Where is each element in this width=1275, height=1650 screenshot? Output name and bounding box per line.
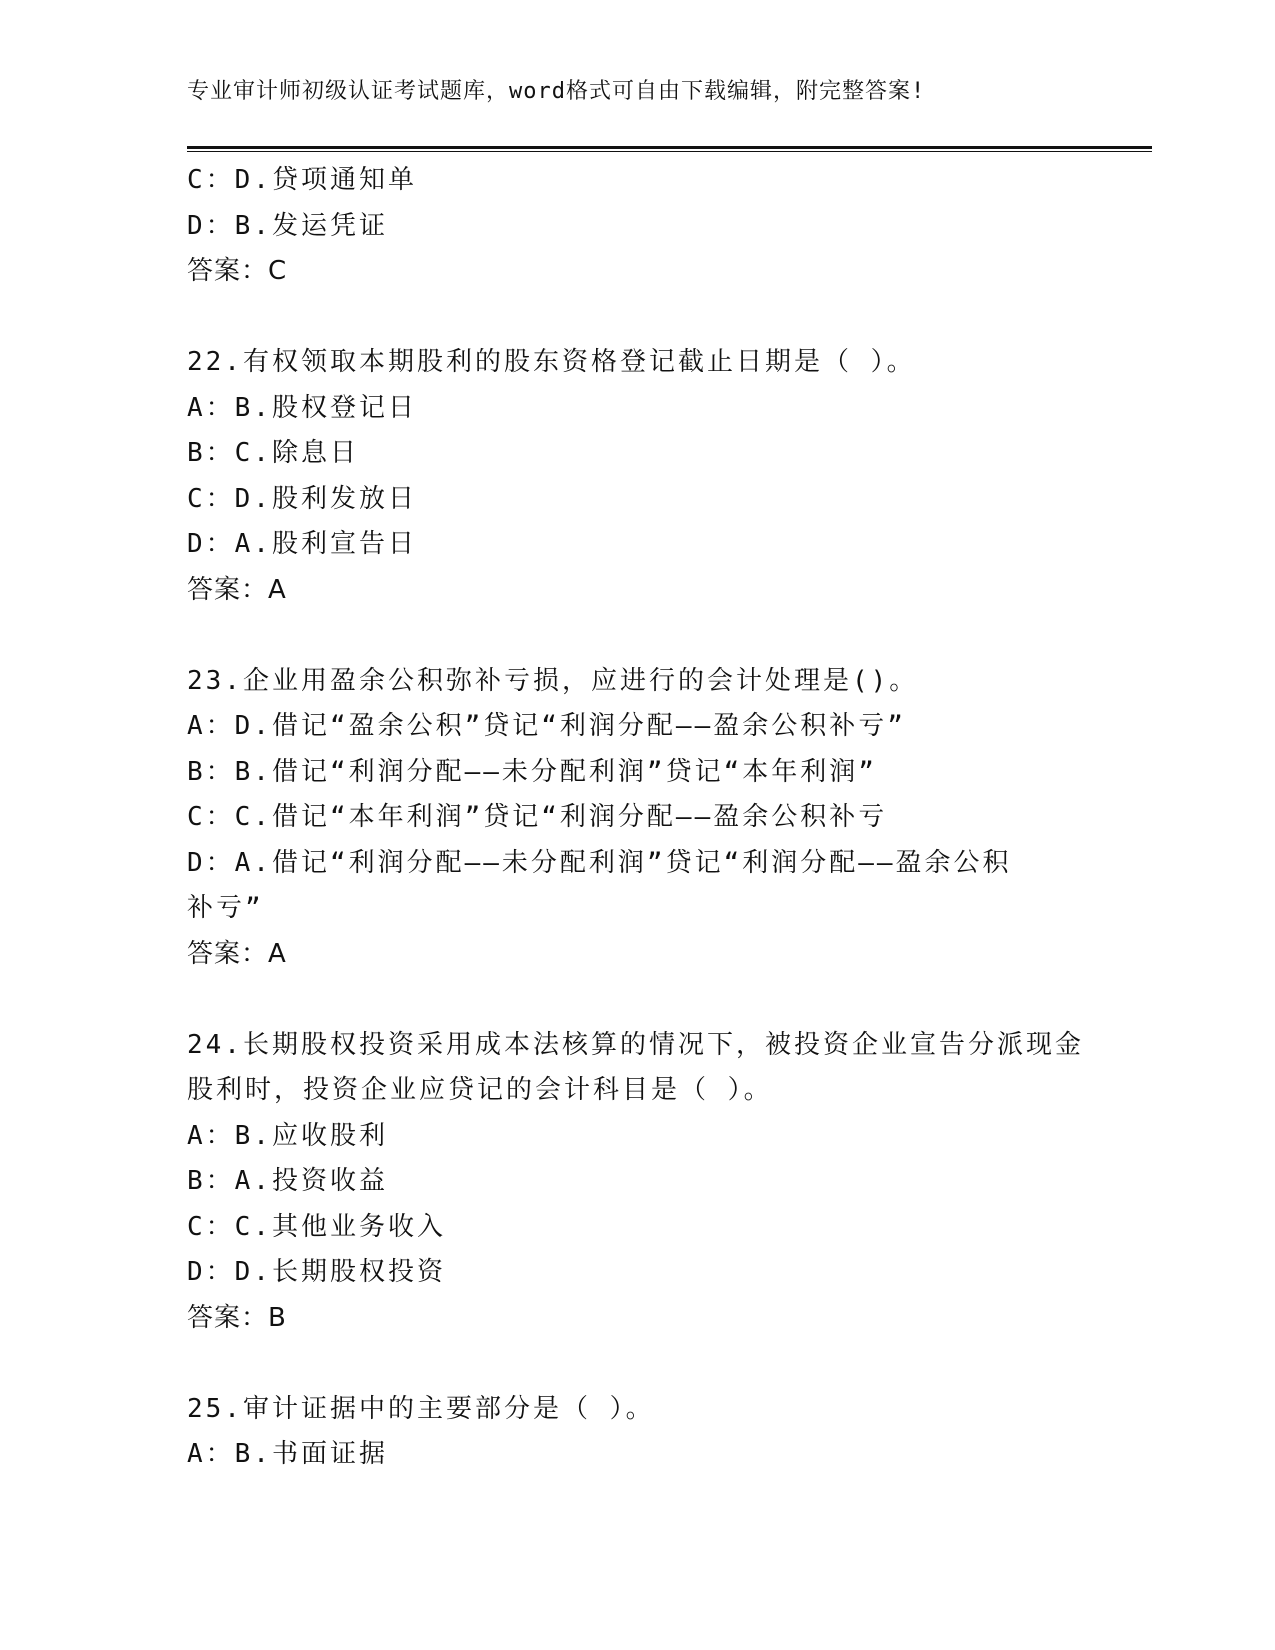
spacer <box>187 1341 1087 1387</box>
header-rule-thick <box>187 146 1152 149</box>
answer: 答案：A <box>187 574 287 605</box>
document-body <box>187 158 1087 1478</box>
spacer <box>187 977 1087 1023</box>
option-c: C：D.贷项通知单 <box>187 165 417 195</box>
header-rule-thin <box>187 151 1152 152</box>
option-c: C：C.其他业务收入 <box>187 1211 446 1242</box>
option-a: A：B.股权登记日 <box>187 392 417 423</box>
question-stem: 24.长期股权投资采用成本法核算的情况下，被投资企业宣告分派现金 <box>187 1029 1084 1060</box>
option-d: D：A.借记“利润分配——未分配利润”贷记“利润分配——盈余公积 <box>187 847 1012 878</box>
option-d: D：B.发运凭证 <box>187 210 388 241</box>
option-c: C：D.股利发放日 <box>187 483 417 514</box>
option-d: D：D.长期股权投资 <box>187 1257 446 1287</box>
question-24 <box>187 1023 1087 1342</box>
page-header: 专业审计师初级认证考试题库，word格式可自由下载编辑，附完整答案! <box>187 79 926 104</box>
answer: 答案：A <box>187 938 287 969</box>
option-b: B：B.借记“利润分配——未分配利润”贷记“本年利润” <box>187 756 877 787</box>
option-c: C：C.借记“本年利润”贷记“利润分配——盈余公积补亏 <box>187 802 888 832</box>
question-stem: 23.企业用盈余公积弥补亏损，应进行的会计处理是()。 <box>187 665 919 696</box>
question-25 <box>187 1387 1087 1478</box>
question-22 <box>187 340 1087 613</box>
answer: 答案：C <box>187 256 288 286</box>
question-21-continuation <box>187 158 1087 295</box>
option-b: B：C.除息日 <box>187 438 359 468</box>
question-stem-continuation: 股利时，投资企业应贷记的会计科目是（ ）。 <box>187 1075 773 1105</box>
question-stem: 25.审计证据中的主要部分是（ ）。 <box>187 1393 655 1424</box>
answer: 答案：B <box>187 1302 287 1333</box>
spacer <box>187 295 1087 341</box>
spacer <box>187 613 1087 659</box>
option-d-continuation: 补亏” <box>187 893 264 923</box>
option-a: A：B.书面证据 <box>187 1439 388 1469</box>
option-a: A：D.借记“盈余公积”贷记“利润分配——盈余公积补亏” <box>187 711 906 741</box>
question-23 <box>187 659 1087 978</box>
question-stem: 22.有权领取本期股利的股东资格登记截止日期是（ ）。 <box>187 347 916 377</box>
option-b: B：A.投资收益 <box>187 1166 388 1196</box>
option-d: D：A.股利宣告日 <box>187 529 417 559</box>
option-a: A：B.应收股利 <box>187 1120 388 1151</box>
